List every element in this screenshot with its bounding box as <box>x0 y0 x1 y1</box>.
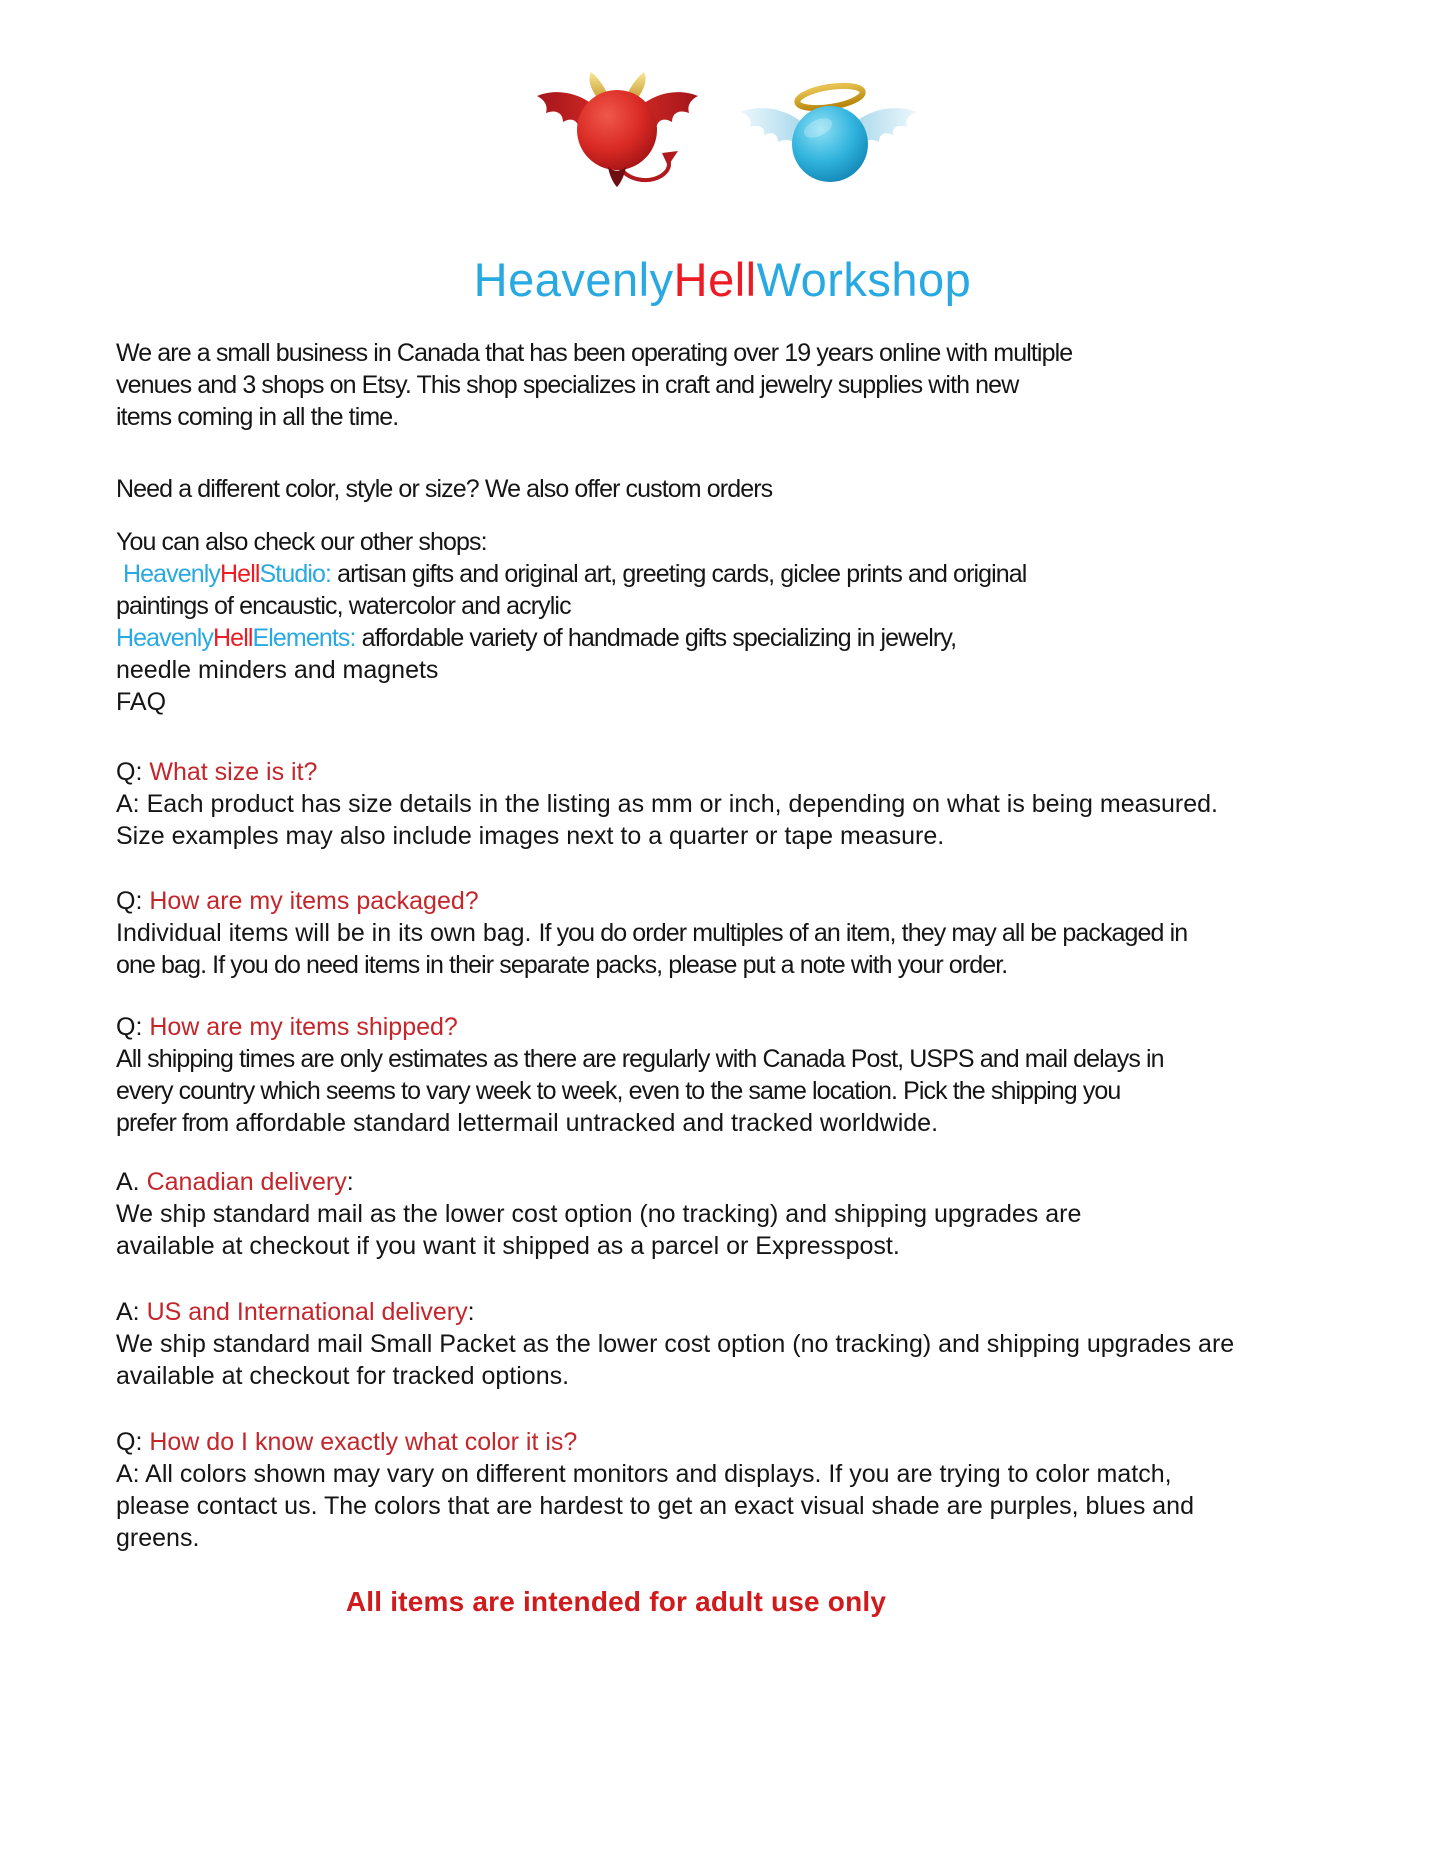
question-prefix: Q: <box>116 1428 150 1457</box>
faq-size-question-line <box>116 756 1116 788</box>
question-prefix: Q: <box>116 887 150 916</box>
faq-packaging-question-line <box>116 885 1116 917</box>
faq-color-answer-line: greens. <box>116 1524 200 1553</box>
shop-logo <box>0 0 1445 188</box>
heading-text: US and International delivery <box>146 1298 468 1327</box>
faq-heading: FAQ <box>116 688 167 717</box>
title-hell: Hell <box>673 253 757 306</box>
answer-prefix: A: <box>116 1298 147 1327</box>
elements-brand-heavenly: Heavenly <box>116 624 214 653</box>
international-delivery-answer-line: We ship standard mail Small Packet as the lower cost option (no tracking) and shipping upgrades are <box>116 1330 1235 1359</box>
faq-color-answer-line: please contact us. The colors that are hardest to get an exact visual shade are purples, blues and <box>116 1492 1194 1521</box>
elements-description-line2: needle minders and magnets <box>116 656 439 685</box>
international-delivery-answer-line: available at checkout for tracked options. <box>116 1362 570 1391</box>
faq-canadian-delivery <box>116 1166 1116 1262</box>
question-prefix: Q: <box>116 1013 150 1042</box>
heading-text: Canadian delivery <box>146 1168 347 1197</box>
answer-prefix: A. <box>116 1168 147 1197</box>
question-text: How are my items packaged? <box>149 887 479 916</box>
canadian-delivery-answer-line: available at checkout if you want it shipped as a parcel or Expresspost. <box>116 1232 900 1261</box>
international-delivery-heading-line <box>116 1296 1116 1328</box>
elements-brand-suffix: Elements: <box>252 624 356 653</box>
faq-shipping-question-line <box>116 1011 1116 1043</box>
answer-segment: prefer from <box>116 1109 229 1138</box>
intro-line: venues and 3 shops on Etsy. This shop specializes in craft and jewelry supplies with new <box>116 371 1019 400</box>
faq-packaging-answer-line <box>116 917 1188 949</box>
faq-shipping-answer-line <box>116 1107 1116 1139</box>
intro-line: items coming in all the time. <box>116 403 399 432</box>
question-prefix: Q: <box>116 758 150 787</box>
canadian-delivery-answer-line: We ship standard mail as the lower cost option (no tracking) and shipping upgrades are <box>116 1200 1082 1229</box>
faq-color-question-line <box>116 1426 1116 1458</box>
faq-size <box>116 756 1219 852</box>
page-title <box>0 252 1445 307</box>
faq-shipping <box>116 1011 1164 1139</box>
answer-segment: Individual items will be in its own bag. <box>116 919 539 948</box>
elements-brand-hell: Hell <box>213 624 253 653</box>
devil-logo-icon <box>515 70 720 188</box>
adult-use-notice: All items are intended for adult use only <box>345 1586 887 1618</box>
title-heavenly: Heavenly <box>473 253 674 306</box>
faq-shipping-answer-line: All shipping times are only estimates as there are regularly with Canada Post, USPS and mail delays in <box>116 1045 1164 1074</box>
studio-brand-heavenly: Heavenly <box>123 560 221 589</box>
faq-packaging <box>116 885 1188 981</box>
studio-description: artisan gifts and original art, greeting cards, giclee prints and original <box>331 560 1027 589</box>
faq-shipping-answer-line: every country which seems to vary week to week, even to the same location. Pick the shipping you <box>116 1077 1121 1106</box>
faq-size-answer-line: Size examples may also include images next to a quarter or tape measure. <box>116 822 945 851</box>
canadian-delivery-heading-line <box>116 1166 1116 1198</box>
studio-brand-hell: Hell <box>220 560 260 589</box>
title-workshop: Workshop <box>756 253 972 306</box>
answer-segment: If you do order multiples of an item, they may all be packaged in <box>538 919 1188 948</box>
faq-packaging-answer-line: one bag. If you do need items in their separate packs, please put a note with your order. <box>116 951 1008 980</box>
question-text: How do I know exactly what color it is? <box>149 1428 578 1457</box>
faq-color <box>116 1426 1194 1554</box>
shop-studio-line <box>116 558 1116 590</box>
faq-size-answer-line: A: Each product has size details in the listing as mm or inch, depending on what is being measured. <box>116 790 1219 819</box>
studio-description-line2: paintings of encaustic, watercolor and acrylic <box>116 592 571 621</box>
answer-segment: affordable standard lettermail untracked and tracked worldwide. <box>228 1109 939 1138</box>
custom-orders-line <box>116 473 1116 505</box>
intro-line: We are a small business in Canada that has been operating over 19 years online with multiple <box>116 339 1073 368</box>
shop-link-heavenlyhellelements[interactable] <box>116 624 356 652</box>
heading-colon: : <box>467 1298 475 1327</box>
shop-link-heavenlyhellstudio[interactable] <box>123 560 331 588</box>
shop-elements-line <box>116 622 1116 654</box>
studio-brand-suffix: Studio: <box>259 560 332 589</box>
angel-logo-icon <box>726 70 931 188</box>
question-text: What size is it? <box>149 758 318 787</box>
question-text: How are my items shipped? <box>149 1013 458 1042</box>
faq-international-delivery <box>116 1296 1235 1392</box>
heading-colon: : <box>346 1168 354 1197</box>
other-shops-section <box>116 526 1116 718</box>
other-shops-heading: You can also check our other shops: <box>116 528 487 557</box>
custom-orders-text: Need a different color, style or size? We also offer custom orders <box>116 475 773 504</box>
intro-paragraph <box>116 337 1116 433</box>
elements-description: affordable variety of handmade gifts specializing in jewelry, <box>355 624 957 653</box>
faq-color-answer-line: A: All colors shown may vary on different monitors and displays. If you are trying to color match, <box>116 1460 1172 1489</box>
